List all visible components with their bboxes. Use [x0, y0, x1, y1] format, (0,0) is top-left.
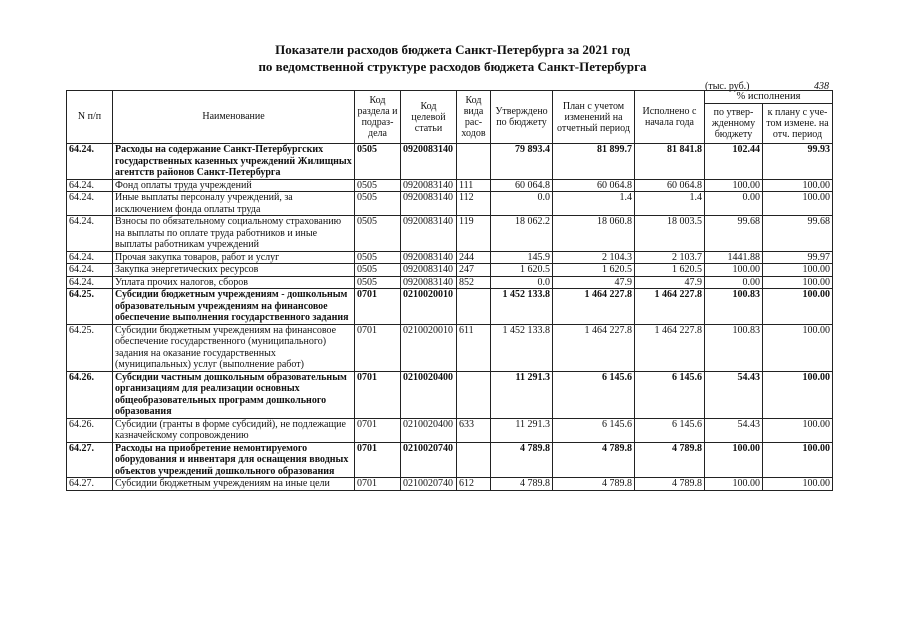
table-row [67, 264, 833, 277]
row-approved: 145.9 [491, 251, 553, 264]
row-pct-plan: 99.68 [763, 216, 833, 252]
row-pct-plan: 100.00 [763, 442, 833, 478]
row-executed: 4 789.8 [635, 442, 705, 478]
row-section-code: 0505 [355, 251, 401, 264]
row-approved: 60 064.8 [491, 179, 553, 192]
row-target-code: 0210020400 [401, 371, 457, 418]
table-row [67, 144, 833, 180]
row-expense-kind: 112 [457, 192, 491, 216]
row-pct-approved: 0.00 [705, 192, 763, 216]
row-approved: 1 452 133.8 [491, 289, 553, 325]
row-expense-kind: 611 [457, 324, 491, 371]
row-num: 64.25. [67, 289, 113, 325]
row-num: 64.24. [67, 276, 113, 289]
row-section-code: 0701 [355, 289, 401, 325]
row-name: Субсидии бюджетным учреждениям - дошкольным образовательным учреждениям на финансовое обеспечение выполнения государственного задания [113, 289, 355, 325]
row-pct-approved: 100.00 [705, 179, 763, 192]
row-approved: 1 620.5 [491, 264, 553, 277]
row-approved: 0.0 [491, 192, 553, 216]
row-num: 64.24. [67, 144, 113, 180]
row-executed: 4 789.8 [635, 478, 705, 491]
row-pct-approved: 54.43 [705, 418, 763, 442]
row-plan: 1 464 227.8 [553, 289, 635, 325]
row-approved: 4 789.8 [491, 478, 553, 491]
row-target-code: 0920083140 [401, 216, 457, 252]
row-num: 64.25. [67, 324, 113, 371]
row-target-code: 0920083140 [401, 144, 457, 180]
row-section-code: 0701 [355, 478, 401, 491]
col-header-num: N п/п [67, 91, 113, 144]
row-section-code: 0505 [355, 179, 401, 192]
row-num: 64.24. [67, 179, 113, 192]
report-title-line-1: Показатели расходов бюджета Санкт-Петербурга за 2021 год [275, 42, 630, 57]
table-row [67, 442, 833, 478]
row-section-code: 0505 [355, 192, 401, 216]
row-target-code: 0210020740 [401, 442, 457, 478]
row-pct-plan: 100.00 [763, 418, 833, 442]
row-executed: 1.4 [635, 192, 705, 216]
row-expense-kind [457, 371, 491, 418]
row-pct-plan: 100.00 [763, 276, 833, 289]
col-header-approved: Утверждено по бюджету [491, 91, 553, 144]
row-section-code: 0701 [355, 371, 401, 418]
row-plan: 60 064.8 [553, 179, 635, 192]
row-name: Уплата прочих налогов, сборов [113, 276, 355, 289]
row-executed: 81 841.8 [635, 144, 705, 180]
row-pct-plan: 99.97 [763, 251, 833, 264]
row-target-code: 0210020010 [401, 289, 457, 325]
row-num: 64.24. [67, 264, 113, 277]
row-name: Субсидии бюджетным учреждениям на иные цели [113, 478, 355, 491]
row-approved: 0.0 [491, 276, 553, 289]
row-target-code: 0920083140 [401, 192, 457, 216]
row-plan: 1 620.5 [553, 264, 635, 277]
row-pct-approved: 100.00 [705, 264, 763, 277]
row-target-code: 0920083140 [401, 264, 457, 277]
col-header-execution-percent: % исполнения [705, 91, 833, 104]
row-section-code: 0505 [355, 216, 401, 252]
row-num: 64.27. [67, 478, 113, 491]
row-expense-kind: 111 [457, 179, 491, 192]
row-plan: 6 145.6 [553, 371, 635, 418]
row-approved: 4 789.8 [491, 442, 553, 478]
row-num: 64.24. [67, 251, 113, 264]
row-plan: 4 789.8 [553, 442, 635, 478]
row-plan: 6 145.6 [553, 418, 635, 442]
row-approved: 79 893.4 [491, 144, 553, 180]
row-approved: 18 062.2 [491, 216, 553, 252]
row-target-code: 0210020010 [401, 324, 457, 371]
row-name: Расходы на приобретение немонтируемого оборудования и инвентаря для оснащения вводных объектов учреждений дошкольного образования [113, 442, 355, 478]
table-row [67, 418, 833, 442]
row-pct-plan: 100.00 [763, 371, 833, 418]
row-executed: 2 103.7 [635, 251, 705, 264]
row-num: 64.26. [67, 418, 113, 442]
row-pct-approved: 0.00 [705, 276, 763, 289]
row-target-code: 0210020740 [401, 478, 457, 491]
row-pct-plan: 99.93 [763, 144, 833, 180]
row-plan: 18 060.8 [553, 216, 635, 252]
col-header-pct-plan: к плану с уче-том измене. на отч. период [763, 104, 833, 144]
row-expense-kind: 852 [457, 276, 491, 289]
row-plan: 1 464 227.8 [553, 324, 635, 371]
row-name: Расходы на содержание Санкт-Петербургских государственных казенных учреждений Жилищных агентств районов Санкт-Петербурга [113, 144, 355, 180]
row-approved: 11 291.3 [491, 418, 553, 442]
row-num: 64.24. [67, 216, 113, 252]
row-executed: 1 464 227.8 [635, 324, 705, 371]
row-target-code: 0210020400 [401, 418, 457, 442]
row-expense-kind [457, 442, 491, 478]
row-expense-kind: 244 [457, 251, 491, 264]
table-row [67, 216, 833, 252]
row-name: Субсидии бюджетным учреждениям на финансовое обеспечение государственного (муниципального) задания на оказание государственных (муниципальных) услуг (выполнение работ) [113, 324, 355, 371]
table-row [67, 179, 833, 192]
row-plan: 2 104.3 [553, 251, 635, 264]
row-pct-plan: 100.00 [763, 324, 833, 371]
row-pct-approved: 100.00 [705, 442, 763, 478]
row-target-code: 0920083140 [401, 179, 457, 192]
row-name: Субсидии (гранты в форме субсидий), не подлежащие казначейскому сопровождению [113, 418, 355, 442]
table-row [67, 192, 833, 216]
col-header-expense-kind: Код вида рас-ходов [457, 91, 491, 144]
row-executed: 1 464 227.8 [635, 289, 705, 325]
row-executed: 1 620.5 [635, 264, 705, 277]
row-plan: 1.4 [553, 192, 635, 216]
row-executed: 47.9 [635, 276, 705, 289]
row-approved: 11 291.3 [491, 371, 553, 418]
row-name: Субсидии частным дошкольным образовательным организациям для реализации основных общеобразовательных программ дошкольного образования [113, 371, 355, 418]
row-section-code: 0505 [355, 276, 401, 289]
row-name: Закупка энергетических ресурсов [113, 264, 355, 277]
row-num: 64.27. [67, 442, 113, 478]
row-expense-kind [457, 289, 491, 325]
row-plan: 47.9 [553, 276, 635, 289]
row-pct-plan: 100.00 [763, 264, 833, 277]
col-header-plan: План с учетом изменений на отчетный период [553, 91, 635, 144]
table-row [67, 324, 833, 371]
row-pct-approved: 100.83 [705, 289, 763, 325]
row-pct-plan: 100.00 [763, 192, 833, 216]
row-target-code: 0920083140 [401, 251, 457, 264]
row-executed: 18 003.5 [635, 216, 705, 252]
row-section-code: 0701 [355, 324, 401, 371]
table-row [67, 289, 833, 325]
col-header-executed: Исполнено с начала года [635, 91, 705, 144]
budget-table [66, 90, 833, 491]
row-expense-kind [457, 144, 491, 180]
row-name: Фонд оплаты труда учреждений [113, 179, 355, 192]
table-row [67, 276, 833, 289]
row-pct-approved: 99.68 [705, 216, 763, 252]
row-pct-approved: 1441.88 [705, 251, 763, 264]
row-target-code: 0920083140 [401, 276, 457, 289]
row-expense-kind: 633 [457, 418, 491, 442]
row-section-code: 0701 [355, 418, 401, 442]
table-row [67, 251, 833, 264]
row-expense-kind: 247 [457, 264, 491, 277]
col-header-target-code: Код целевой статьи [401, 91, 457, 144]
row-section-code: 0505 [355, 264, 401, 277]
row-executed: 60 064.8 [635, 179, 705, 192]
row-pct-plan: 100.00 [763, 478, 833, 491]
row-plan: 4 789.8 [553, 478, 635, 491]
row-section-code: 0701 [355, 442, 401, 478]
row-approved: 1 452 133.8 [491, 324, 553, 371]
col-header-pct-approved: по утвер-жденному бюджету [705, 104, 763, 144]
row-pct-plan: 100.00 [763, 289, 833, 325]
row-expense-kind: 119 [457, 216, 491, 252]
row-plan: 81 899.7 [553, 144, 635, 180]
page-number: 438 [814, 81, 829, 92]
report-title-line-2: по ведомственной структуре расходов бюджета Санкт-Петербурга [258, 59, 647, 74]
row-expense-kind: 612 [457, 478, 491, 491]
row-executed: 6 145.6 [635, 371, 705, 418]
row-pct-approved: 100.83 [705, 324, 763, 371]
row-pct-plan: 100.00 [763, 179, 833, 192]
row-executed: 6 145.6 [635, 418, 705, 442]
row-pct-approved: 102.44 [705, 144, 763, 180]
col-header-section-code: Код раздела и подраз-дела [355, 91, 401, 144]
col-header-name: Наименование [113, 91, 355, 144]
row-num: 64.26. [67, 371, 113, 418]
row-pct-approved: 100.00 [705, 478, 763, 491]
row-name: Взносы по обязательному социальному страхованию на выплаты по оплате труда работников и иные выплаты работникам учреждений [113, 216, 355, 252]
row-name: Прочая закупка товаров, работ и услуг [113, 251, 355, 264]
units-label: (тыс. руб.) [705, 81, 750, 92]
row-name: Иные выплаты персоналу учреждений, за исключением фонда оплаты труда [113, 192, 355, 216]
table-row [67, 478, 833, 491]
row-pct-approved: 54.43 [705, 371, 763, 418]
row-num: 64.24. [67, 192, 113, 216]
table-row [67, 371, 833, 418]
row-section-code: 0505 [355, 144, 401, 180]
